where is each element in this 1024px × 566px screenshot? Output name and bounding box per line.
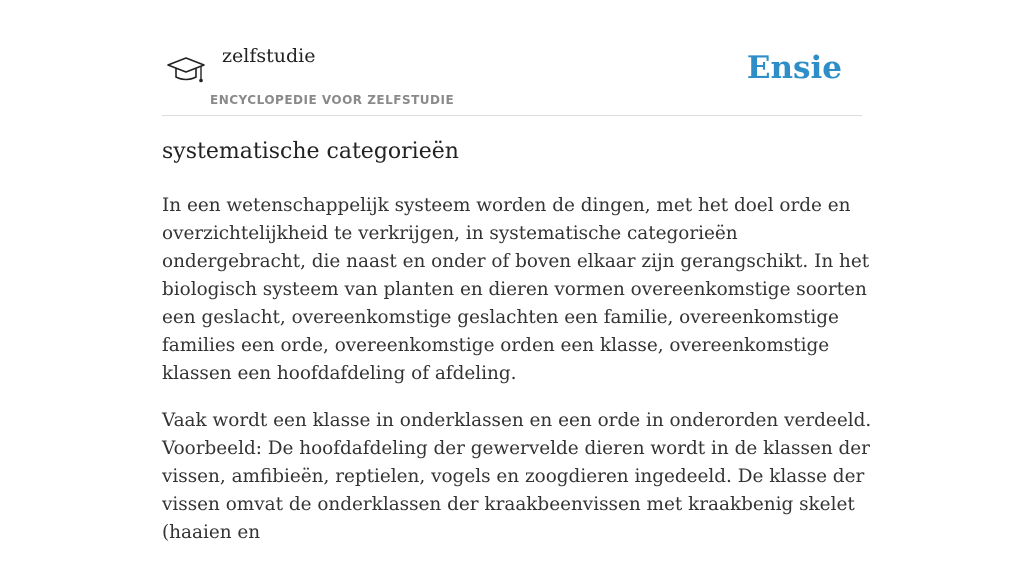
article-paragraph: In een wetenschappelijk systeem worden de dingen, met het doel orde en overzichtelijkheid te verkrijgen, in systematische categorieën ondergebracht, die naast en onder of boven elkaar zijn gerangschikt. In het biologisch systeem van planten en dieren vormen overeenkomstige soorten een geslacht, overeenkomstige geslachten een familie, overeenkomstige families een orde, overeenkomstige orden een klasse, overeenkomstige klassen een hoofdafdeling of afdeling. [162, 195, 870, 384]
site-tagline: ENCYCLOPEDIE VOOR ZELFSTUDIE [210, 93, 455, 107]
page-title: systematische categorieën [162, 139, 459, 164]
site-name[interactable]: zelfstudie [222, 45, 316, 67]
graduation-cap-icon[interactable] [164, 52, 208, 92]
article-paragraph: Vaak wordt een klasse in onderklassen en een orde in onderorden verdeeld. Voorbeeld: De hoofdafdeling der gewervelde dieren wordt in de klassen der vissen, amfibieën, reptielen, vogels en zoogdieren ingedeeld. De klasse der vissen omvat de onderklassen der kraakbeenvissen met kraakbenig skelet (haaien en [162, 410, 872, 543]
article-body [162, 192, 872, 566]
site-header [162, 40, 862, 116]
brand-logo[interactable]: Ensie [746, 50, 842, 86]
